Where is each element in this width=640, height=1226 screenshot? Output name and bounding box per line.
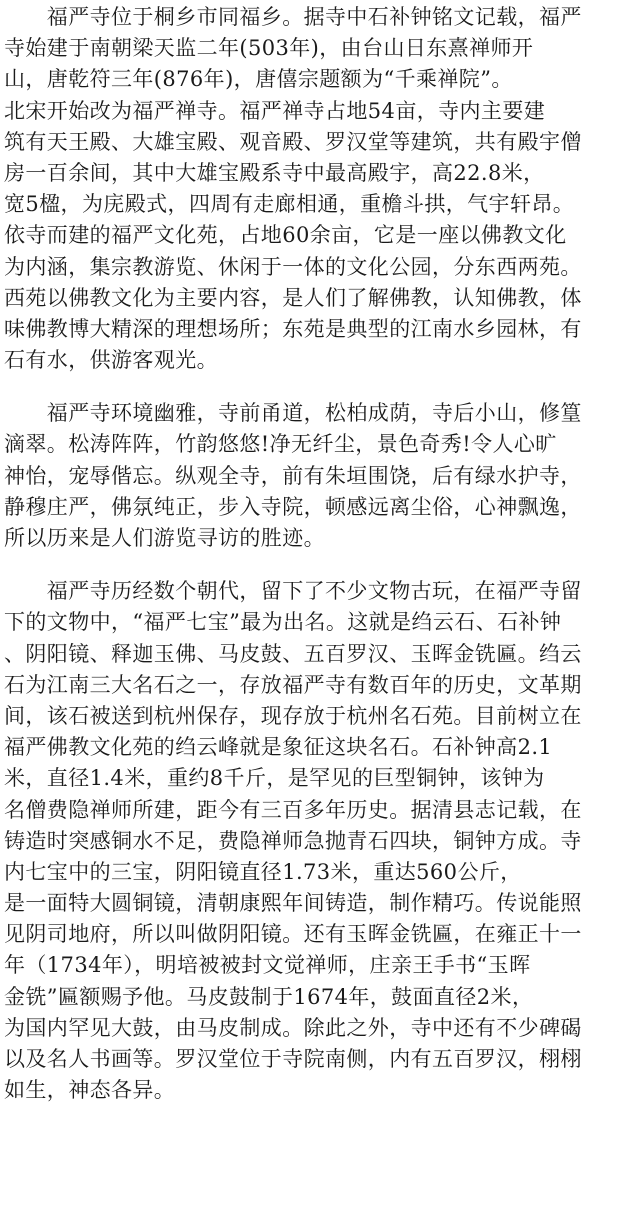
text-line: 房一百余间，其中大雄宝殿系寺中最高殿宇，高22.8米， — [4, 160, 545, 185]
text-line: 静穆庄严，佛氛纯正，步入寺院，顿感远离尘俗，心神飘逸， — [4, 494, 582, 519]
text-line: 福严佛教文化苑的绉云峰就是象征这块名石。石补钟高2.1 — [4, 735, 553, 760]
text-line: 依寺而建的福严文化苑，占地60余亩，它是一座以佛教文化 — [4, 223, 567, 248]
text-line: 滴翠。松涛阵阵，竹韵悠悠!净无纤尘，景色奇秀!令人心旷 — [4, 432, 557, 457]
text-line: 、阴阳镜、释迦玉佛、马皮鼓、五百罗汉、玉晖金铣匾。绉云 — [4, 641, 582, 666]
text-line: 金铣”匾额赐予他。马皮鼓制于1674年，鼓面直径2米， — [4, 984, 534, 1009]
text-line: 石为江南三大名石之一，存放福严寺有数百年的历史，文革期 — [4, 672, 582, 697]
paragraph-2 — [4, 398, 636, 554]
text-line: 福严寺环境幽雅，寺前甬道，松柏成荫，寺后小山，修篁 — [4, 401, 582, 426]
text-line: 所以历来是人们游览寻访的胜迹。 — [4, 526, 325, 550]
text-line: 为内涵，集宗教游览、休闲于一体的文化公园，分东西两苑。 — [4, 254, 582, 279]
text-line: 西苑以佛教文化为主要内容，是人们了解佛教，认知佛教，体 — [4, 285, 582, 310]
text-line: 米，直径1.4米，重约8千斤，是罕见的巨型铜钟，该钟为 — [4, 766, 545, 791]
text-line: 石有水，供游客观光。 — [4, 348, 218, 373]
paragraph-1 — [4, 2, 636, 376]
text-line: 内七宝中的三宝，阴阳镜直径1.73米，重达560公斤， — [4, 859, 522, 884]
text-line: 以及名人书画等。罗汉堂位于寺院南侧，内有五百罗汉，栩栩 — [4, 1047, 582, 1071]
text-line: 宽5楹，为庑殿式，四周有走廊相通，重檐斗拱，气宇轩昂。 — [4, 192, 575, 217]
text-line: 味佛教博大精深的理想场所；东苑是典型的江南水乡园林，有 — [4, 316, 582, 341]
text-line: 是一面特大圆铜镜，清朝康熙年间铸造，制作精巧。传说能照 — [4, 891, 582, 916]
text-line: 间，该石被送到杭州保存，现存放于杭州名石苑。目前树立在 — [4, 703, 582, 728]
text-line: 见阴司地府，所以叫做阴阳镜。还有玉晖金铣匾，在雍正十一 — [4, 922, 582, 947]
text-line: 福严寺历经数个朝代，留下了不少文物古玩，在福严寺留 — [4, 579, 582, 604]
text-line: 寺始建于南朝梁天监二年(503年)，由台山日东熹禅师开 — [4, 36, 534, 61]
paragraph-gap — [4, 376, 636, 398]
text-line: 名僧费隐禅师所建，距今有三百多年历史。据清县志记载，在 — [4, 797, 582, 822]
text-line: 下的文物中，“福严七宝”最为出名。这就是绉云石、石补钟 — [4, 610, 562, 635]
text-line: 为国内罕见大鼓，由马皮制成。除此之外，寺中还有不少碑碣 — [4, 1015, 582, 1040]
paragraph-3 — [4, 576, 636, 1106]
paragraph-gap — [4, 554, 636, 576]
text-line: 福严寺位于桐乡市同福乡。据寺中石补钟铭文记载，福严 — [4, 5, 582, 29]
text-line: 如生，神态各异。 — [4, 1078, 176, 1103]
text-line: 山，唐乾符三年(876年)，唐僖宗题额为“千乘禅院”。 — [4, 67, 513, 92]
text-line: 神怡，宠辱偕忘。纵观全寺，前有朱垣围饶，后有绿水护寺， — [4, 463, 582, 488]
text-line: 北宋开始改为福严禅寺。福严禅寺占地54亩，寺内主要建 — [4, 98, 546, 123]
text-line: 筑有天王殿、大雄宝殿、观音殿、罗汉堂等建筑，共有殿宇僧 — [4, 129, 582, 154]
text-line: 铸造时突感铜水不足，费隐禅师急抛青石四块，铜钟方成。寺 — [4, 828, 582, 853]
text-line: 年（1734年），明培被被封文觉禅师，庄亲王手书“玉晖 — [4, 953, 531, 978]
